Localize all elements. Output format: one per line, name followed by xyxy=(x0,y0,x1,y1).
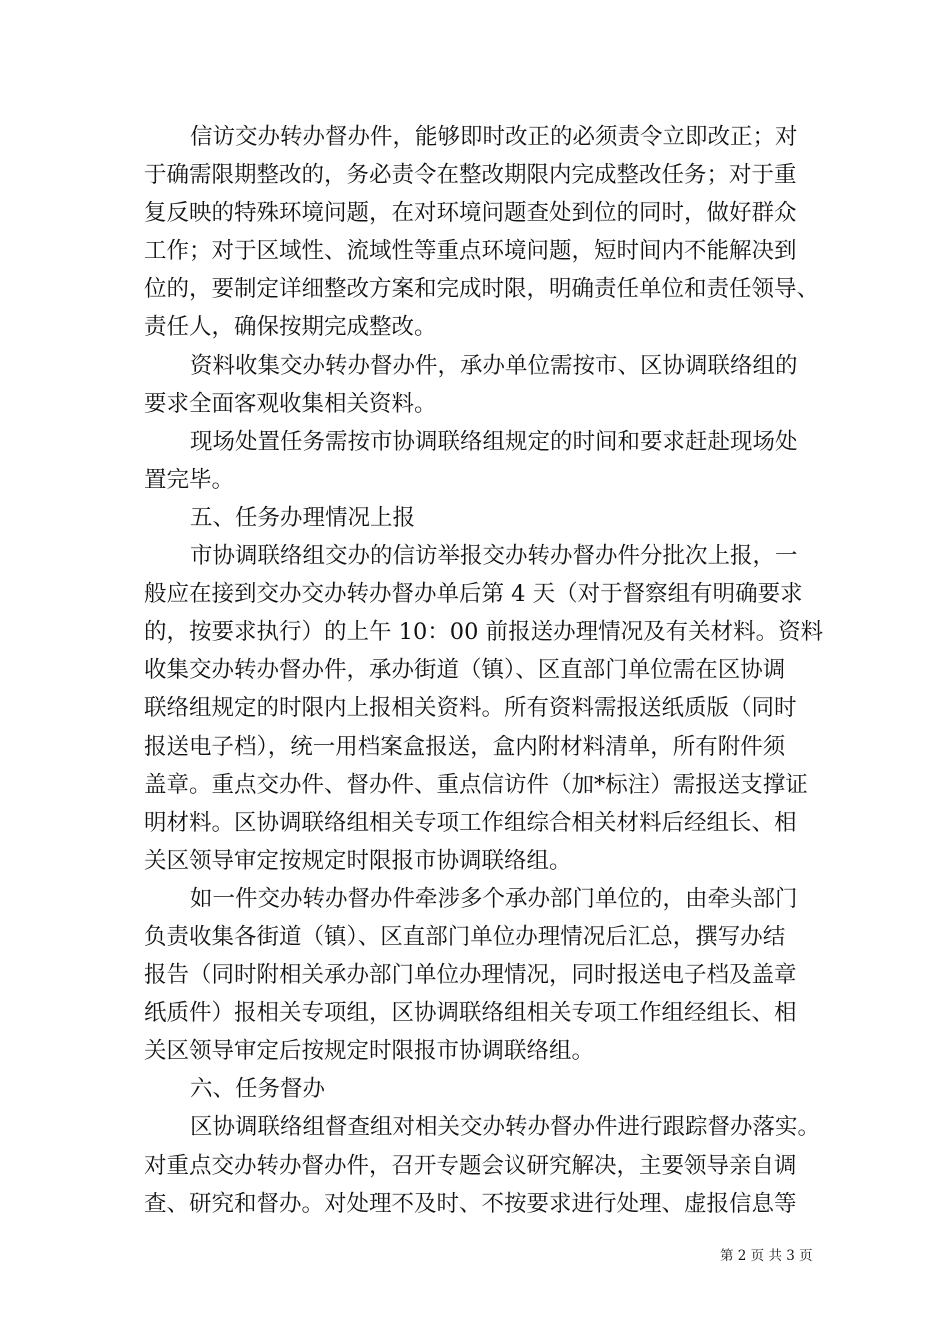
text-line: 纸质件）报相关专项组，区协调联络组相关专项工作组经组长、相 xyxy=(144,1000,797,1027)
text-line: 责任人，确保按期完成整改。 xyxy=(144,314,437,341)
text-line: 六、任务督办 xyxy=(190,1076,326,1103)
text-line: 如一件交办转办督办件牵涉多个承办部门单位的，由牵头部门 xyxy=(190,885,798,912)
text-line: 对重点交办转办督办件，召开专题会议研究解决，主要领导亲自调 xyxy=(144,1152,797,1179)
text-line: 要求全面客观收集相关资料。 xyxy=(144,390,437,417)
text-line: 复反映的特殊环境问题，在对环境问题查处到位的同时，做好群众 xyxy=(144,200,797,227)
text-line: 关区领导审定后按规定时限报市协调联络组。 xyxy=(144,1038,595,1065)
text-line: 资料收集交办转办督办件，承办单位需按市、区协调联络组的 xyxy=(190,352,798,379)
page-number: 第 2 页 共 3 页 xyxy=(720,1248,813,1264)
text-line: 关区领导审定按规定时限报市协调联络组。 xyxy=(144,847,572,874)
text-line: 盖章。重点交办件、督办件、重点信访件（加*标注）需报送支撑证 xyxy=(144,771,808,798)
text-line: 的，按要求执行）的上午 10：00 前报送办理情况及有关材料。资料 xyxy=(144,619,824,646)
document-body xyxy=(144,118,824,1223)
text-line: 联络组规定的时限内上报相关资料。所有资料需报送纸质版（同时 xyxy=(144,695,797,722)
text-line: 信访交办转办督办件，能够即时改正的必须责令立即改正；对 xyxy=(190,124,798,150)
text-line: 负责收集各街道（镇）、区直部门单位办理情况后汇总，撰写办结 xyxy=(144,923,786,950)
text-line: 区协调联络组督查组对相关交办转办督办件进行跟踪督办落实。 xyxy=(190,1114,821,1141)
text-line: 报送电子档），统一用档案盒报送，盒内附材料清单，所有附件须 xyxy=(144,733,786,760)
text-line: 五、任务办理情况上报 xyxy=(190,504,416,531)
text-line: 市协调联络组交办的信访举报交办转办督办件分批次上报，一 xyxy=(190,543,798,570)
text-line: 位的，要制定详细整改方案和完成时限，明确责任单位和责任领导、 xyxy=(144,276,820,303)
text-line: 报告（同时附相关承办部门单位办理情况，同时报送电子档及盖章 xyxy=(144,962,797,989)
text-line: 于确需限期整改的，务必责令在整改期限内完成整改任务；对于重 xyxy=(144,162,797,189)
text-line: 明材料。区协调联络组相关专项工作组综合相关材料后经组长、相 xyxy=(144,809,797,836)
text-line: 现场处置任务需按市协调联络组规定的时间和要求赶赴现场处 xyxy=(190,428,798,455)
text-line: 置完毕。 xyxy=(144,466,235,493)
text-line: 般应在接到交办交办转办督办单后第 4 天（对于督察组有明确要求 xyxy=(144,581,803,608)
text-line: 查、研究和督办。对处理不及时、不按要求进行处理、虚报信息等 xyxy=(144,1190,797,1217)
text-line: 收集交办转办督办件，承办街道（镇）、区直部门单位需在区协调 xyxy=(144,657,786,684)
text-line: 工作；对于区域性、流域性等重点环境问题，短时间内不能解决到 xyxy=(144,238,797,265)
